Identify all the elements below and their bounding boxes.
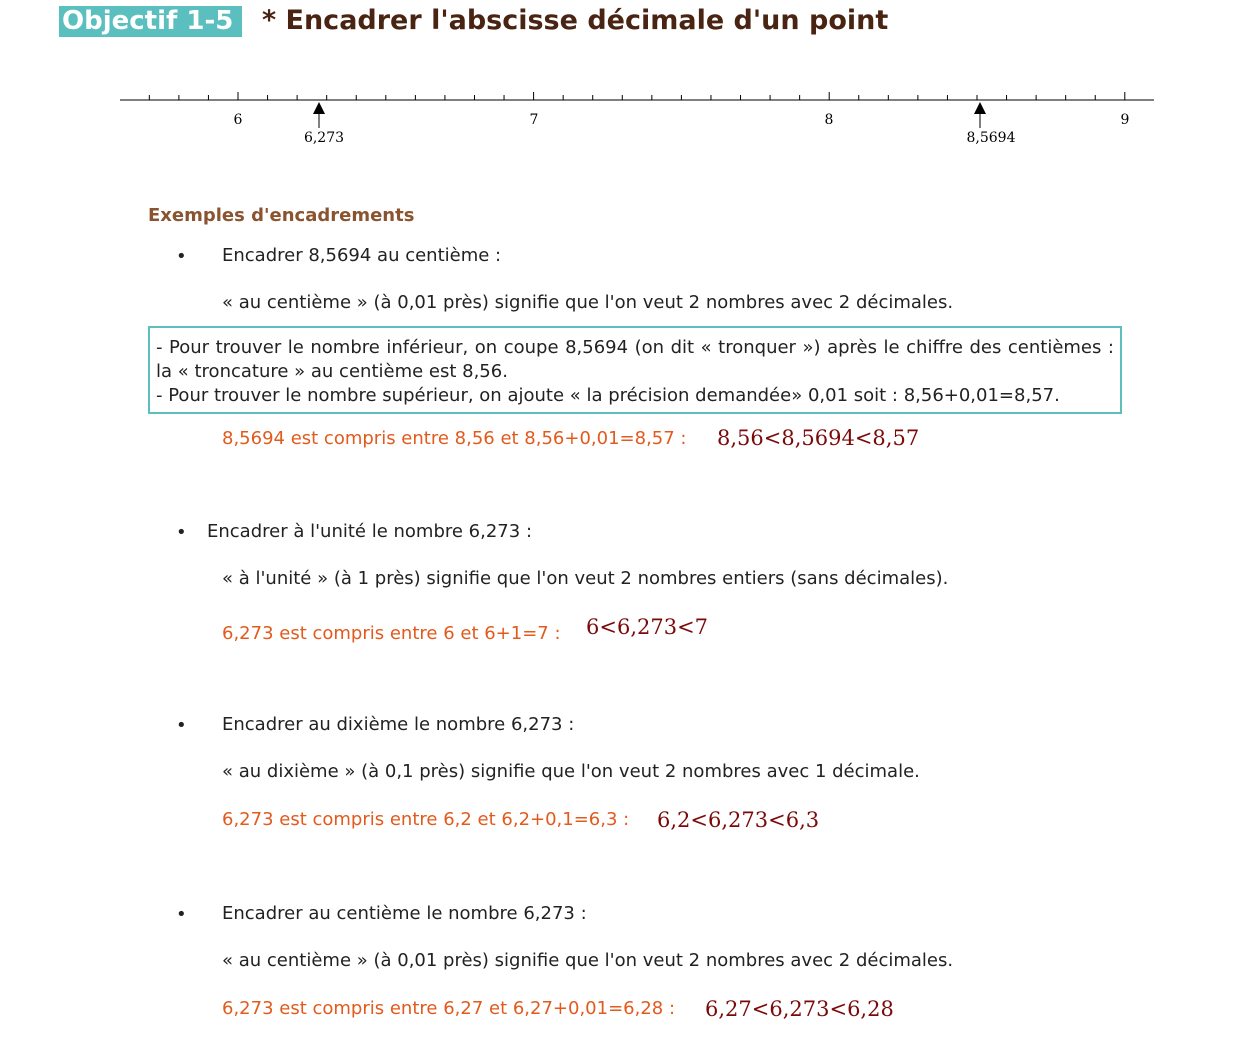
objective-badge: Objectif 1-5 bbox=[59, 6, 242, 37]
point-label: 8,5694 bbox=[966, 130, 1016, 146]
example-meaning: « au centième » (à 0,01 près) signifie que l'on veut 2 nombres avec 2 décimales. bbox=[222, 950, 954, 971]
example-meaning: « au dixième » (à 0,1 près) signifie que l'on veut 2 nombres avec 1 décimale. bbox=[222, 761, 920, 782]
major-tick-label: 8 bbox=[824, 112, 834, 128]
example-heading: Encadrer au centième le nombre 6,273 : bbox=[222, 903, 587, 924]
number-line bbox=[0, 0, 1240, 160]
major-tick-label: 9 bbox=[1120, 112, 1130, 128]
example-heading: Encadrer à l'unité le nombre 6,273 : bbox=[207, 521, 533, 542]
point-marker-6273 bbox=[304, 102, 344, 146]
example-result: 8,5694 est compris entre 8,56 et 8,56+0,01=8,57 : bbox=[222, 428, 687, 449]
example-meaning: « à l'unité » (à 1 près) signifie que l'on veut 2 nombres entiers (sans décimales). bbox=[222, 568, 949, 589]
inequality: 6,2<6,273<6,3 bbox=[657, 808, 820, 832]
inequality: 6,27<6,273<6,28 bbox=[705, 997, 894, 1021]
bullet-point: • bbox=[176, 715, 187, 736]
example-heading: Encadrer au dixième le nombre 6,273 : bbox=[222, 714, 575, 735]
point-label: 6,273 bbox=[303, 130, 345, 146]
explanation-line: - Pour trouver le nombre inférieur, on coupe 8,5694 (on dit « tronquer ») après le chiffre des centièmes : la « troncature » au centième est 8,56. bbox=[156, 337, 1114, 382]
example-result: 6,273 est compris entre 6,2 et 6,2+0,1=6,3 : bbox=[222, 809, 630, 830]
bullet-point: • bbox=[176, 904, 187, 925]
bullet-point: • bbox=[176, 246, 187, 267]
example-meaning: « au centième » (à 0,01 près) signifie que l'on veut 2 nombres avec 2 décimales. bbox=[222, 292, 954, 313]
bullet-point: • bbox=[176, 522, 187, 543]
explanation-box bbox=[148, 326, 1122, 414]
example-result: 6,273 est compris entre 6,27 et 6,27+0,01=6,28 : bbox=[222, 998, 676, 1019]
example-heading: Encadrer 8,5694 au centième : bbox=[222, 245, 502, 266]
inequality: 8,56<8,5694<8,57 bbox=[717, 426, 920, 450]
inequality: 6<6,273<7 bbox=[586, 615, 709, 639]
page-title: * Encadrer l'abscisse décimale d'un point bbox=[262, 5, 889, 36]
point-marker-85694 bbox=[967, 102, 1016, 146]
minor-ticks bbox=[149, 92, 1124, 100]
section-title: Exemples d'encadrements bbox=[148, 205, 415, 226]
major-tick-label: 7 bbox=[529, 112, 539, 128]
major-tick-label: 6 bbox=[233, 112, 243, 128]
explanation-line: - Pour trouver le nombre supérieur, on ajoute « la précision demandée» 0,01 soit : 8,56+0,01=8,57. bbox=[156, 385, 1060, 406]
example-result: 6,273 est compris entre 6 et 6+1=7 : bbox=[222, 623, 561, 644]
